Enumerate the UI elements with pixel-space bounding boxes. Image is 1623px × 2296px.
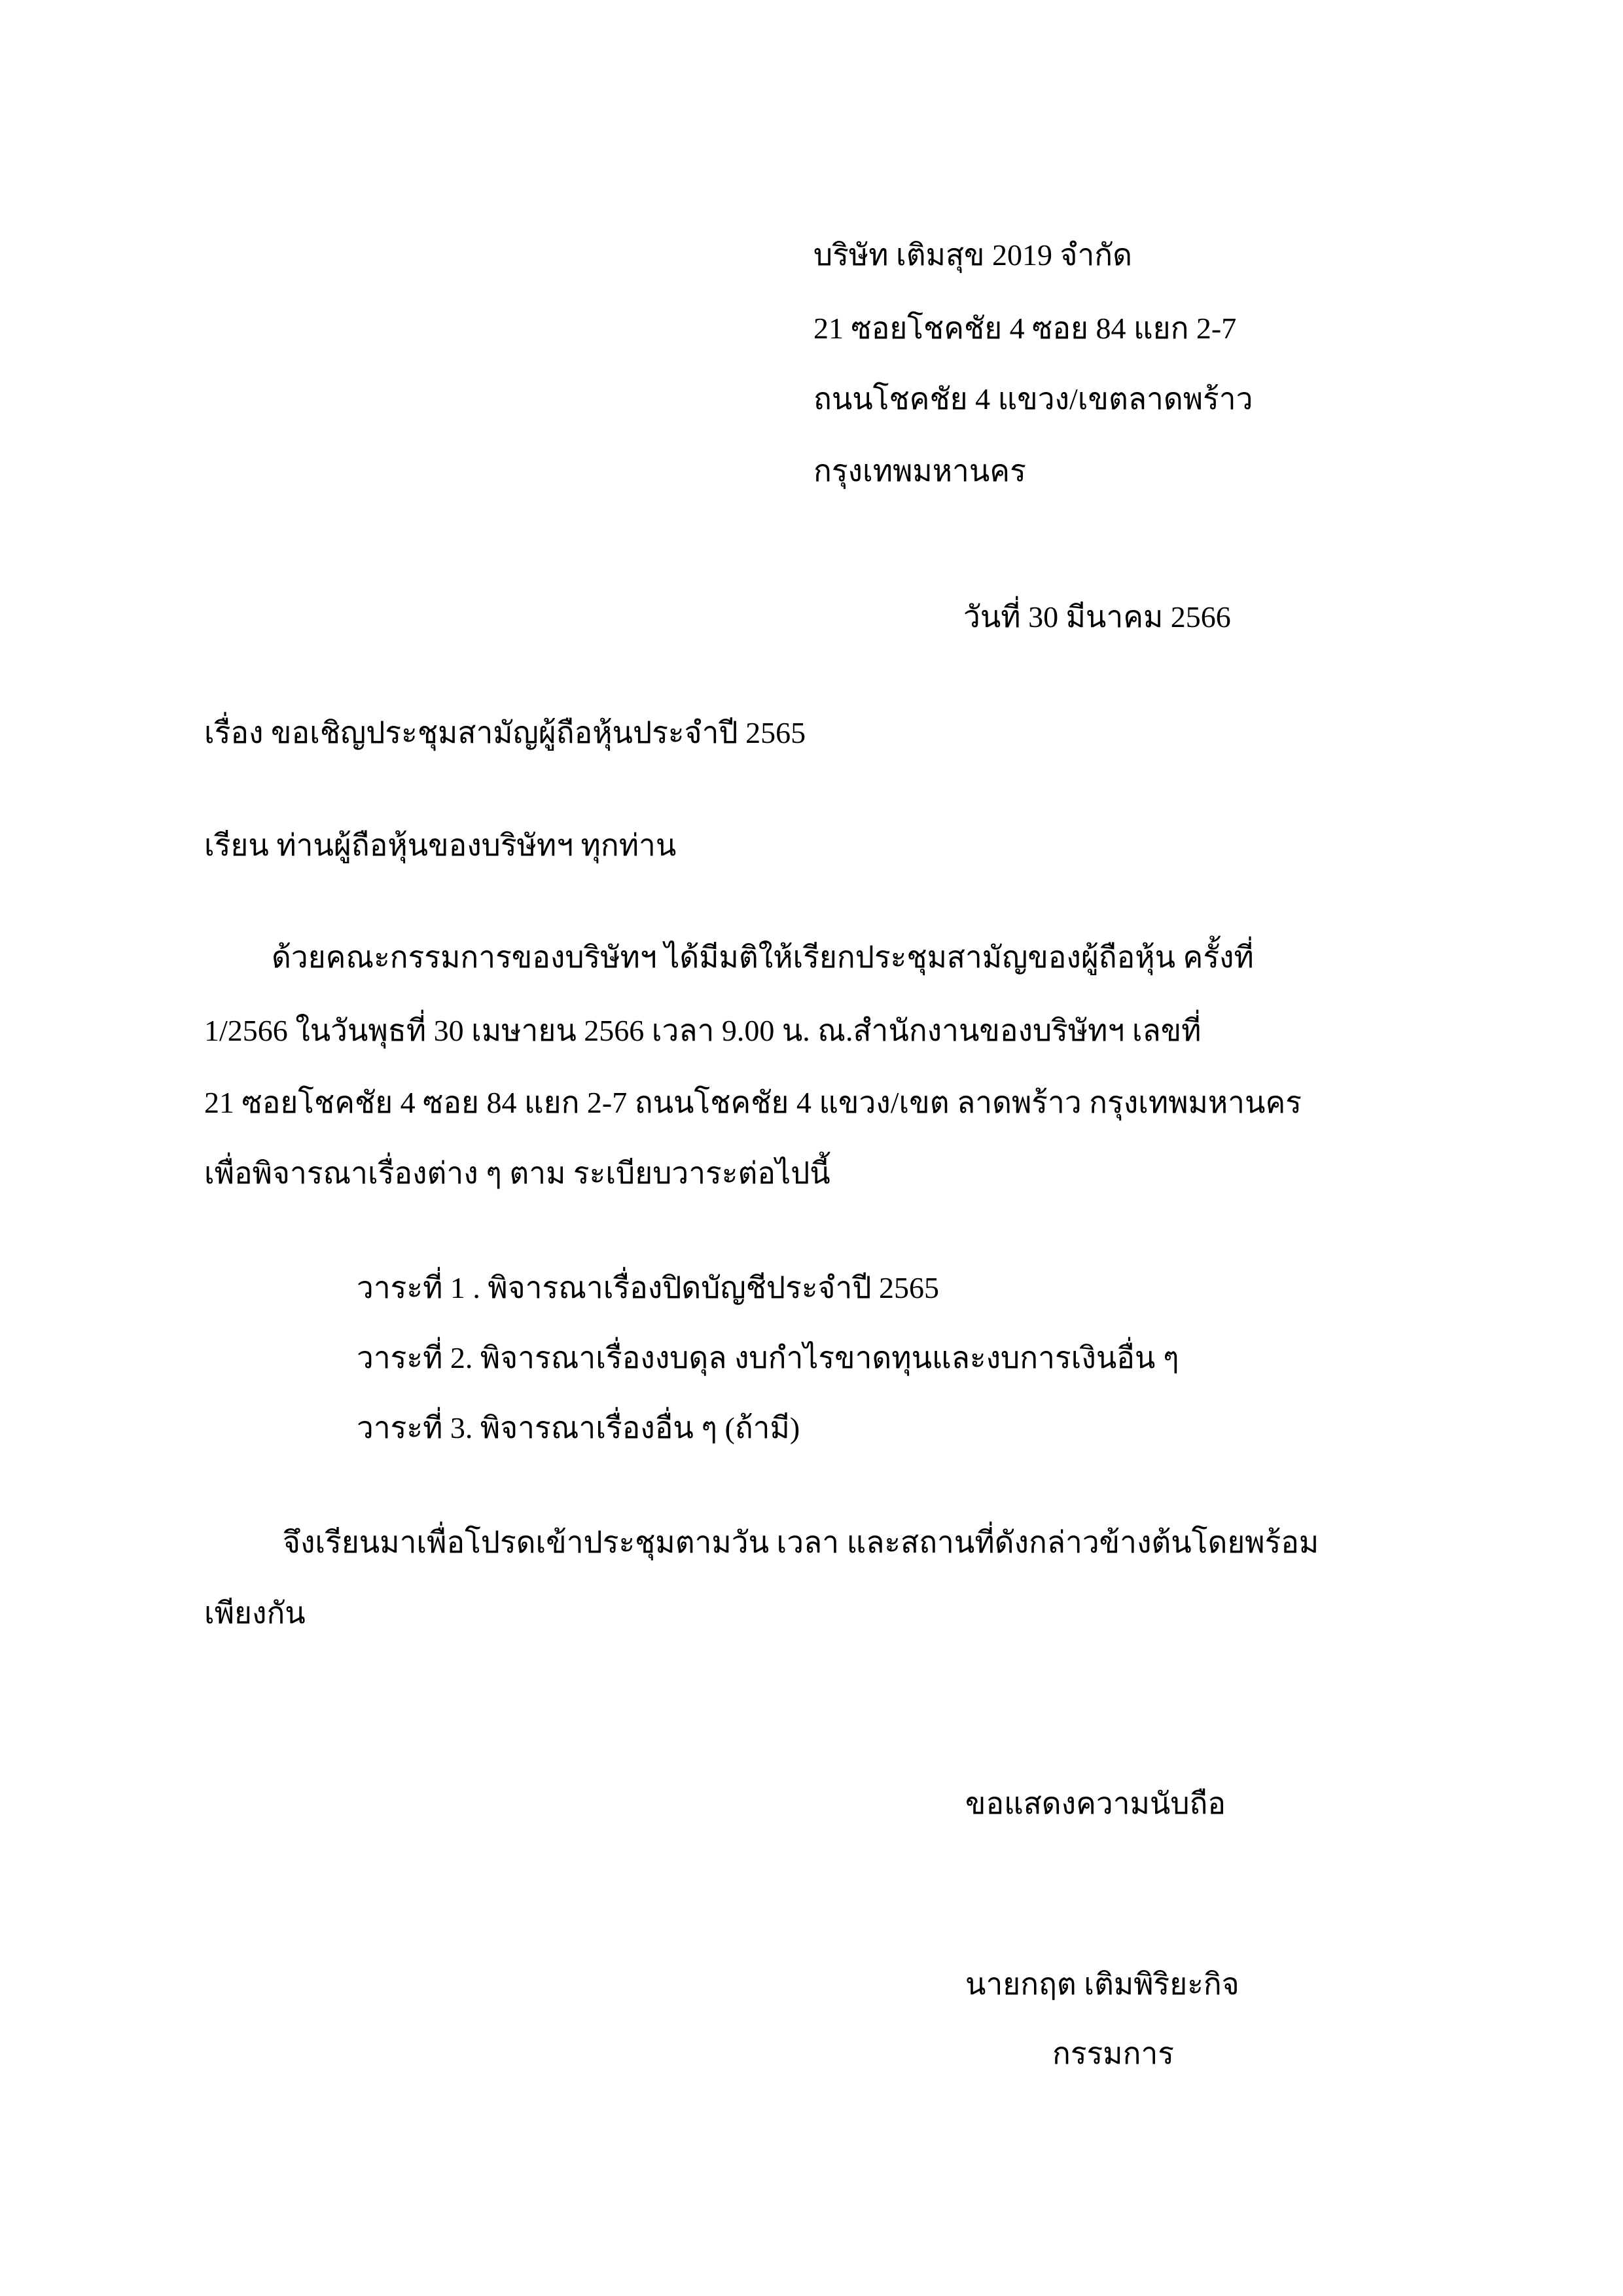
address-line-3: กรุงเทพมหานคร xyxy=(813,454,1026,488)
agenda-item: วาระที่ 3. พิจารณาเรื่องอื่น ๆ (ถ้ามี) xyxy=(357,1411,800,1444)
intro-paragraph-line: ด้วยคณะกรรมการของบริษัทฯ ได้มีมติให้เรียกประชุมสามัญของผู้ถือหุ้น ครั้งที่ xyxy=(272,941,1254,974)
signatory-title: กรรมการ xyxy=(1052,2037,1174,2070)
agenda-item: วาระที่ 2. พิจารณาเรื่องงบดุล งบกำไรขาดทุนและงบการเงินอื่น ๆ xyxy=(357,1341,1179,1374)
letter-subject: เรื่อง ขอเชิญประชุมสามัญผู้ถือหุ้นประจำปี 2565 xyxy=(204,716,806,749)
closing-paragraph-line: เพียงกัน xyxy=(204,1596,306,1630)
complimentary-close: ขอแสดงความนับถือ xyxy=(965,1787,1226,1820)
address-line-2: ถนนโชคชัย 4 แขวง/เขตลาดพร้าว xyxy=(813,382,1253,416)
company-name: บริษัท เติมสุข 2019 จำกัด xyxy=(813,238,1132,272)
letter-date: วันที่ 30 มีนาคม 2566 xyxy=(963,600,1231,634)
signatory-name: นายกฤต เติมพิริยะกิจ xyxy=(965,1967,1240,2001)
address-line-1: 21 ซอยโชคชัย 4 ซอย 84 แยก 2-7 xyxy=(813,312,1237,345)
agenda-item: วาระที่ 1 . พิจารณาเรื่องปิดบัญชีประจำปี 2565 xyxy=(357,1271,940,1304)
intro-paragraph-line: เพื่อพิจารณาเรื่องต่าง ๆ ตาม ระเบียบวาระต่อไปนี้ xyxy=(204,1157,830,1190)
closing-paragraph-line: จึงเรียนมาเพื่อโปรดเข้าประชุมตามวัน เวลา และสถานที่ดังกล่าวข้างต้นโดยพร้อม xyxy=(283,1526,1319,1559)
intro-paragraph-line: 21 ซอยโชคชัย 4 ซอย 84 แยก 2-7 ถนนโชคชัย 4 แขวง/เขต ลาดพร้าว กรุงเทพมหานคร xyxy=(204,1086,1302,1119)
intro-paragraph-line: 1/2566 ในวันพุธที่ 30 เมษายน 2566 เวลา 9.00 น. ณ.สำนักงานของบริษัทฯ เลขที่ xyxy=(204,1014,1202,1047)
letter-salutation: เรียน ท่านผู้ถือหุ้นของบริษัทฯ ทุกท่าน xyxy=(204,829,677,862)
